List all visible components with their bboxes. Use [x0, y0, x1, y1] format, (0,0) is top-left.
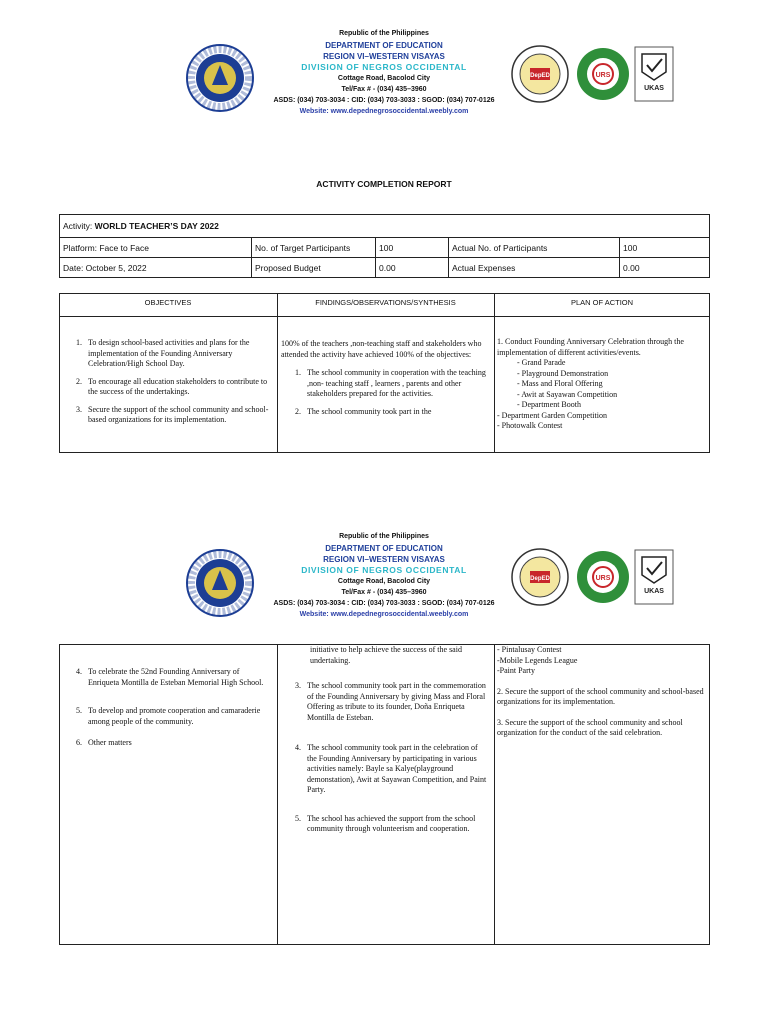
objectives-cell-p1 [62, 338, 272, 452]
findings-header: FINDINGS/OBSERVATIONS/SYNTHESIS [315, 298, 456, 307]
plan-item: 1. Conduct Founding Anniversary Celebration through the implementation of different activities/events. [497, 337, 684, 357]
contacts-line: ASDS: (034) 703-3034 : CID: (034) 703-3033 : SGOD: (034) 707-0126 [273, 600, 495, 607]
activity-info-table [59, 214, 710, 278]
contacts-line: ASDS: (034) 703-3034 : CID: (034) 703-3033 : SGOD: (034) 707-0126 [273, 97, 495, 104]
svg-text:DepED: DepED [530, 73, 550, 79]
platform-cell: Platform: Face to Face [60, 238, 252, 258]
urs-certification-logo [575, 549, 631, 605]
plan-dash-item: -Mobile Legends League [497, 655, 578, 665]
plan-dash-item: - Department Garden Competition [497, 410, 607, 420]
finding-item: 1. The school community in cooperation with the teaching ,non- teaching staff , learners , parents and other stakeholders prepared for the activities. [303, 368, 489, 400]
plan-item: 3. Secure the support of the school community and school organization for the conduct of the said celebration. [497, 717, 683, 737]
objective-item: 2. To encourage all education stakeholders to contribute to the success of the undertakings. [84, 377, 272, 398]
plan-dash-item: - Pintalusay Contest [497, 645, 562, 654]
department-line: DEPARTMENT OF EDUCATION [325, 544, 443, 553]
division-seal-logo [510, 547, 570, 607]
svg-text:UKAS: UKAS [644, 588, 664, 595]
svg-text:DepED: DepED [530, 576, 550, 582]
findings-cell-p1 [281, 339, 489, 452]
plan-dash-item: - Photowalk Contest [497, 421, 563, 430]
department-line: DEPARTMENT OF EDUCATION [325, 41, 443, 50]
budget-value-cell: 0.00 [376, 258, 449, 278]
finding-item: 5. The school has achieved the support from the school community through volunteerism and cooperation. [303, 814, 489, 835]
plan-cell-p1 [497, 337, 707, 452]
plan-dash-item: -Paint Party [497, 666, 535, 675]
finding-item: 4. The school community took part in the celebration of the Founding Anniversary by participating in various activities namely: Bayle sa Kalye(playground demonstation), Awit at Sayawan Competition, and Paint Party. [303, 743, 489, 796]
address-line: Cottage Road, Bacolod City [337, 578, 431, 585]
plan-subitem: - Department Booth [517, 400, 581, 409]
budget-label-cell: Proposed Budget [252, 258, 376, 278]
objective-item: 3. Secure the support of the school community and school-based organizations for its implementation. [84, 405, 272, 426]
svg-text:URS: URS [595, 72, 611, 79]
plan-subitem: - Mass and Floral Offering [517, 379, 603, 388]
objective-item: 4. To celebrate the 52nd Founding Anniversary of Enriqueta Montilla de Esteban Memorial High School. [84, 667, 272, 688]
republic-line: Republic of the Philippines [339, 30, 429, 37]
objective-item: 5. To develop and promote cooperation and camaraderie among people of the community. [84, 706, 272, 727]
telfax-line: Tel/Fax # - (034) 435–3960 [341, 589, 427, 596]
objectives-header: OBJECTIVES [144, 298, 192, 307]
telfax-line: Tel/Fax # - (034) 435–3960 [341, 86, 427, 93]
activity-name: WORLD TEACHER’S DAY 2022 [94, 221, 219, 231]
target-value-cell: 100 [376, 238, 449, 258]
ukas-accreditation-logo [634, 46, 674, 102]
region-line: REGION VI–WESTERN VISAYAS [323, 555, 445, 564]
actual-value-cell: 100 [620, 238, 710, 258]
findings-cell-p2 [281, 645, 489, 842]
website-line: Website: www.depednegrosoccidental.weebly.com [299, 611, 469, 618]
findings-continued: initiative to help achieve the success of the said undertaking. [310, 645, 462, 665]
date-cell: Date: October 5, 2022 [60, 258, 252, 278]
objectives-cell-p2 [62, 667, 272, 756]
target-label-cell: No. of Target Participants [252, 238, 376, 258]
finding-item: 2. The school community took part in the [303, 407, 489, 418]
objective-item: 6. Other matters [84, 738, 272, 749]
actual-label-cell: Actual No. of Participants [449, 238, 620, 258]
objective-item: 1. To design school-based activities and plans for the implementation of the Founding Anniversary Celebration/High School Day. [84, 338, 272, 370]
division-line: DIVISION OF NEGROS OCCIDENTAL [301, 565, 467, 575]
activity-cell: Activity: WORLD TEACHER’S DAY 2022 [60, 215, 710, 238]
finding-item: 3. The school community took part in the commemoration of the Founding Anniversary by giving Mass and Floral Offering as tribute to its founder, Doña Enriqueta Montilla de Esteban. [303, 681, 489, 723]
plan-subitem: - Grand Parade [517, 358, 566, 367]
region-line: REGION VI–WESTERN VISAYAS [323, 52, 445, 61]
plan-item: 2. Secure the support of the school community and school-based organizations for its implementation. [497, 686, 704, 706]
report-title: ACTIVITY COMPLETION REPORT [316, 179, 452, 189]
ukas-accreditation-logo [634, 549, 674, 605]
urs-certification-logo [575, 46, 631, 102]
division-seal-logo [510, 44, 570, 104]
plan-subitem: - Awit at Sayawan Competition [517, 389, 618, 399]
website-line: Website: www.depednegrosoccidental.weebly.com [299, 108, 469, 115]
svg-text:UKAS: UKAS [644, 85, 664, 92]
division-line: DIVISION OF NEGROS OCCIDENTAL [301, 62, 467, 72]
svg-text:URS: URS [595, 575, 611, 582]
plan-cell-p2 [497, 645, 707, 739]
plan-subitem: - Playground Demonstration [517, 368, 609, 378]
expenses-label-cell: Actual Expenses [449, 258, 620, 278]
republic-line: Republic of the Philippines [339, 533, 429, 540]
plan-header: PLAN OF ACTION [570, 298, 634, 307]
address-line: Cottage Road, Bacolod City [337, 75, 431, 82]
findings-intro: 100% of the teachers ,non-teaching staff and stakeholders who attended the activity have achieved 100% of the objectives: [281, 339, 482, 359]
expenses-value-cell: 0.00 [620, 258, 710, 278]
